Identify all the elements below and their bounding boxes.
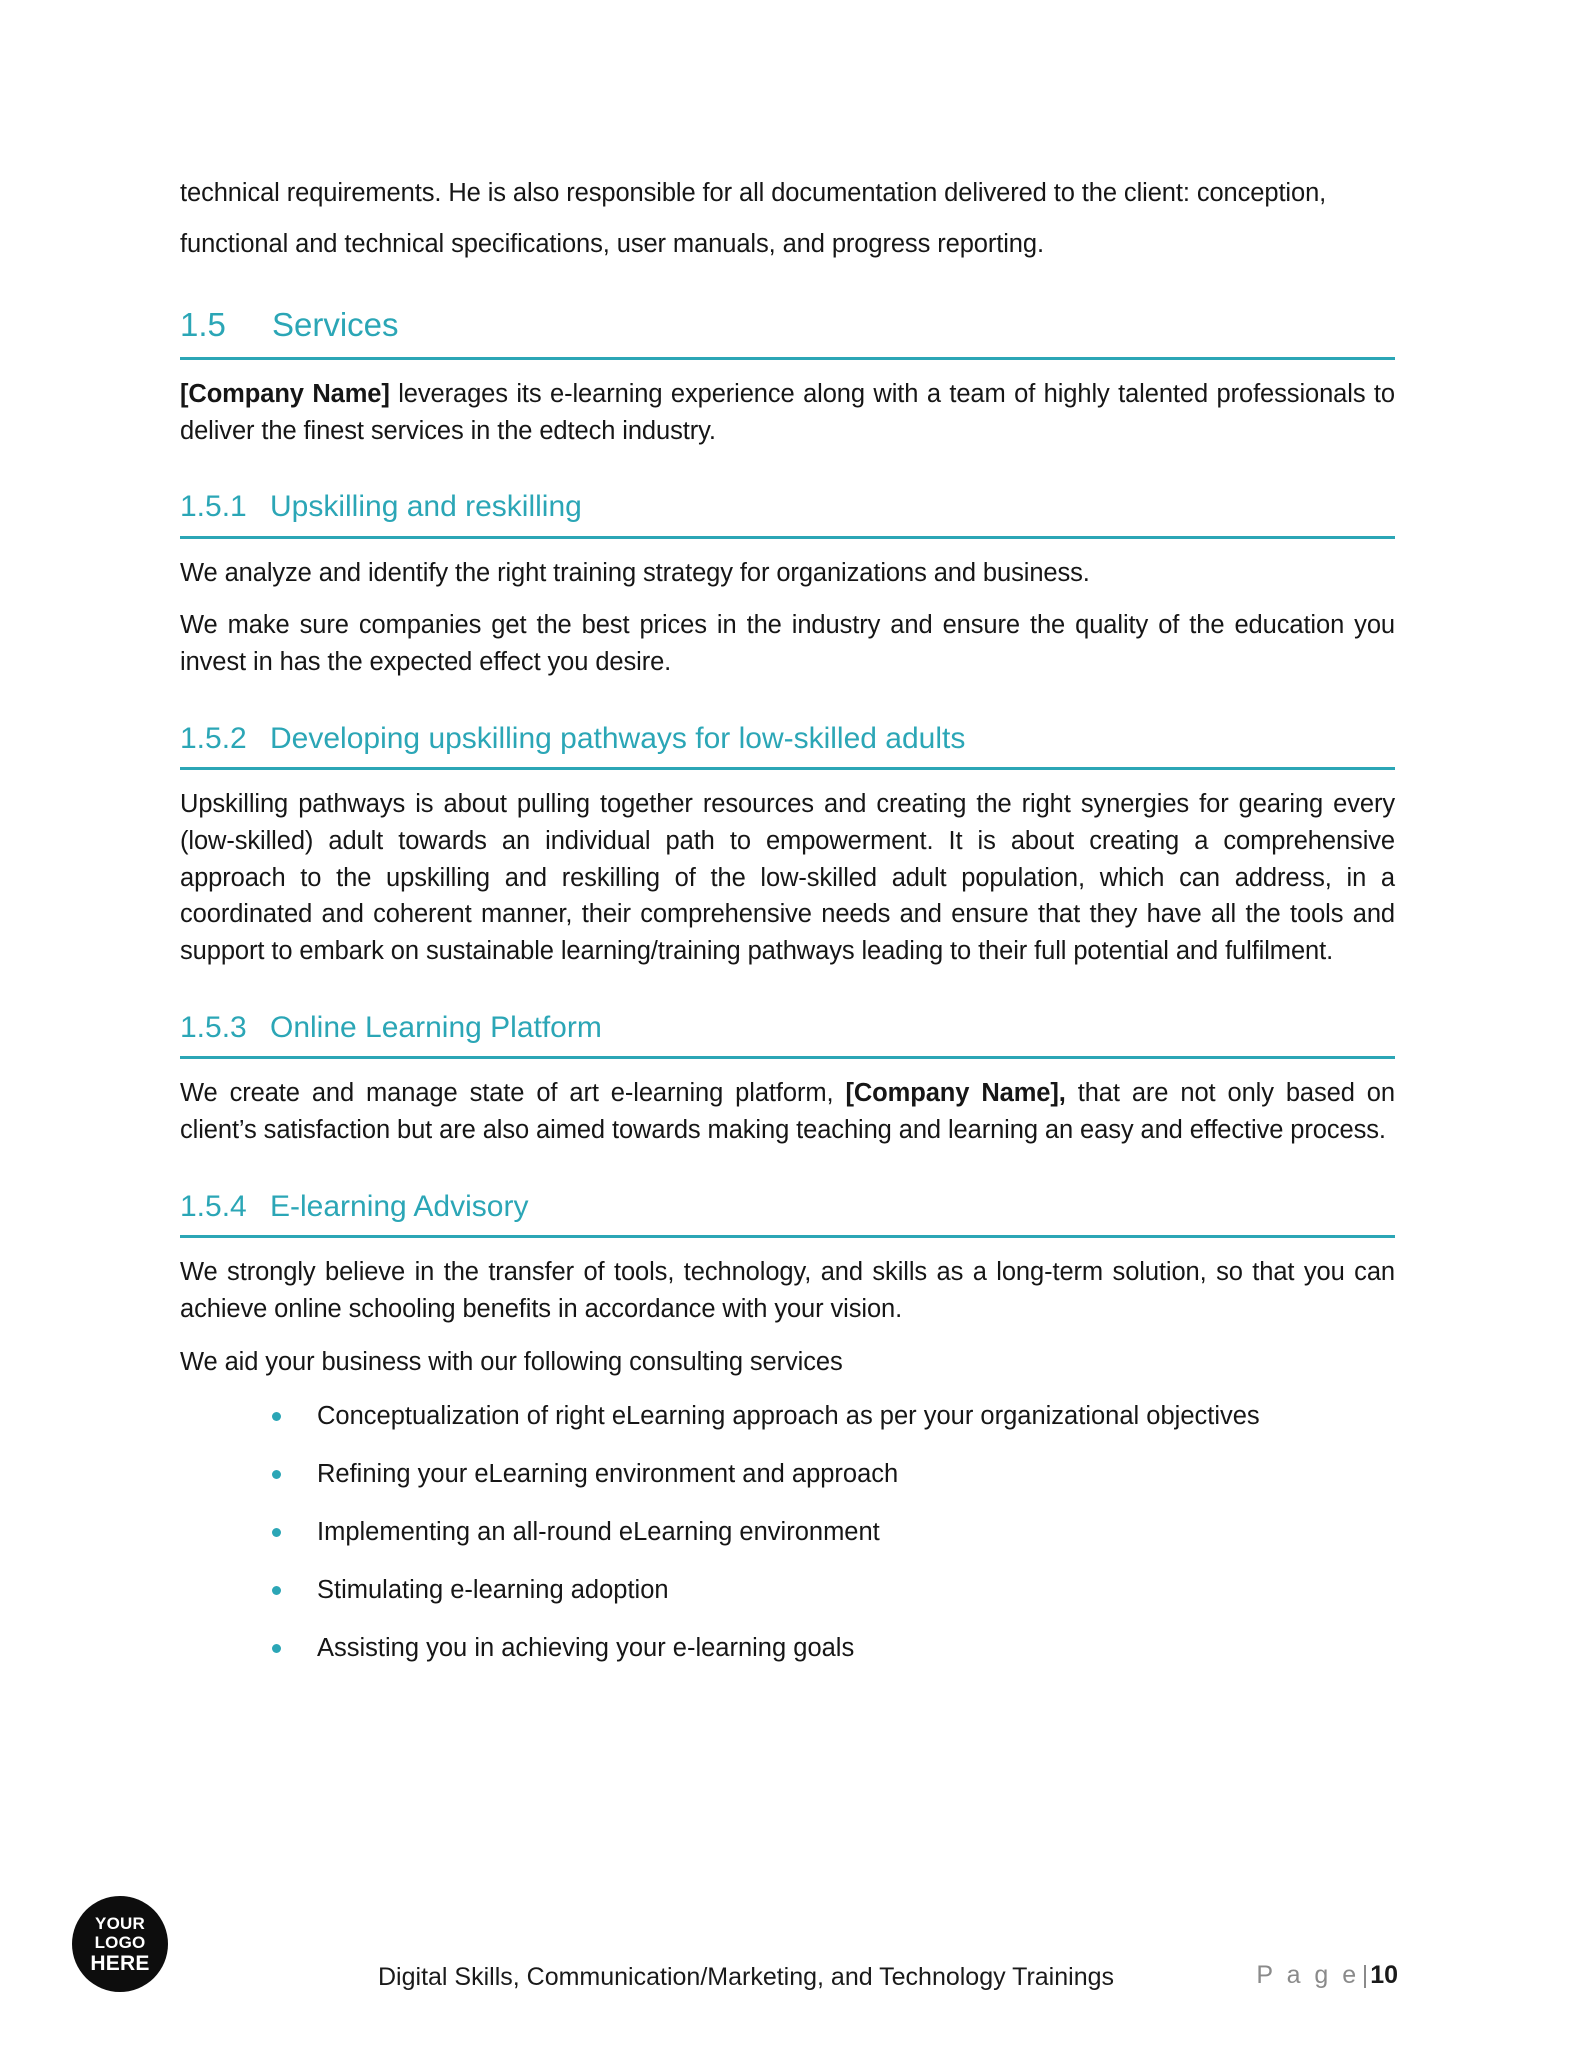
heading-1-5-1-title: Upskilling and reskilling [270, 490, 582, 524]
bullet-dot-icon [272, 1470, 281, 1479]
footer-page-value: 10 [1370, 1961, 1398, 1989]
page-footer [0, 1848, 1583, 2048]
platform-paragraph-post: that are not only based on client’s satisfaction but are also aimed towards making teaching and learning an easy and effective process. [180, 1079, 1395, 1145]
section-platform [180, 1010, 1395, 1059]
platform-paragraph-company: [Company Name], [845, 1079, 1066, 1108]
heading-1-5 [180, 306, 1395, 357]
heading-1-5-number: 1.5 [180, 306, 226, 343]
continued-paragraph: technical requirements. He is also responsible for all documentation delivered to the client: conception, functional and technical specifications, user manuals, and progress reporting. [180, 179, 1327, 258]
page-content [180, 168, 1395, 1688]
list-item [180, 1398, 1395, 1435]
spacer [180, 1328, 1395, 1344]
logo-line-2: LOGO [94, 1932, 146, 1952]
spacer [180, 360, 1395, 376]
heading-1-5-2-number: 1.5.2 [180, 721, 247, 755]
services-intro-paragraph [180, 376, 1395, 449]
bullet-dot-icon [272, 1528, 281, 1537]
list-item-label: Conceptualization of right eLearning approach as per your organizational objectives [317, 1402, 1260, 1431]
bullet-dot-icon [272, 1586, 281, 1595]
footer-page-number [1256, 1961, 1398, 1990]
logo-line-3: HERE [90, 1951, 150, 1975]
footer-page-separator: | [1361, 1961, 1369, 1989]
list-item [180, 1630, 1395, 1667]
heading-1-5-4-number: 1.5.4 [180, 1189, 247, 1223]
section-pathways [180, 721, 1395, 770]
list-item [180, 1456, 1395, 1493]
heading-1-5-4 [180, 1189, 1395, 1235]
heading-1-5-1-number: 1.5.1 [180, 490, 247, 524]
heading-1-5-1 [180, 489, 1395, 535]
bullet-dot-icon [272, 1644, 281, 1653]
upskilling-paragraph-2: We make sure companies get the best prices in the industry and ensure the quality of the education you invest in has the expected effect you desire. [180, 611, 1395, 677]
section-advisory [180, 1189, 1395, 1238]
list-item [180, 1572, 1395, 1609]
list-item-label: Implementing an all-round eLearning environment [317, 1518, 880, 1547]
list-item-label: Refining your eLearning environment and approach [317, 1460, 899, 1489]
section-services [180, 306, 1395, 360]
platform-paragraph [180, 1075, 1395, 1148]
heading-1-5-3-title: Online Learning Platform [270, 1010, 602, 1044]
upskilling-paragraph-1: We analyze and identify the right training strategy for organizations and business. [180, 558, 1090, 587]
footer-document-title: Digital Skills, Communication/Marketing, and Technology Trainings [378, 1963, 1114, 1991]
spacer [180, 1059, 1395, 1075]
heading-1-5-3 [180, 1010, 1395, 1056]
list-item-label: Stimulating e-learning adoption [317, 1576, 669, 1605]
pathways-paragraph: Upskilling pathways is about pulling together resources and creating the right synergies for gearing every (low-skilled) adult towards an individual path to empowerment. It is about creating a comprehensive approach to the upskilling and reskilling of the low-skilled adult population, which can address, in a coordinated and coherent manner, their comprehensive needs and ensure that they have all the tools and support to embark on sustainable learning/training pathways leading to their full potential and fulfilment. [180, 790, 1395, 966]
advisory-paragraph-1: We strongly believe in the transfer of tools, technology, and skills as a long-term solution, so that you can achieve online schooling benefits in accordance with your vision. [180, 1258, 1395, 1323]
heading-1-5-2-title: Developing upskilling pathways for low-skilled adults [270, 721, 966, 755]
advisory-services-list [180, 1398, 1395, 1667]
section-upskilling [180, 489, 1395, 538]
footer-page-label: P a g e [1256, 1961, 1360, 1989]
advisory-paragraph-2: We aid your business with our following consulting services [180, 1347, 843, 1376]
spacer [180, 591, 1395, 607]
spacer [180, 539, 1395, 555]
footer-row [0, 1960, 1583, 2000]
platform-paragraph-pre: We create and manage state of art e-learning platform, [180, 1079, 846, 1108]
heading-1-5-title: Services [272, 306, 399, 343]
bullet-dot-icon [272, 1412, 281, 1421]
heading-1-5-2 [180, 721, 1395, 767]
services-intro-rest: leverages its e-learning experience along with a team of highly talented professionals to deliver the finest services in the edtech industry. [180, 379, 1395, 445]
heading-1-5-4-title: E-learning Advisory [270, 1189, 529, 1223]
list-item [180, 1514, 1395, 1551]
spacer [180, 770, 1395, 786]
list-item-label: Assisting you in achieving your e-learning goals [317, 1634, 855, 1663]
spacer [180, 1238, 1395, 1254]
logo-line-1: YOUR [95, 1913, 145, 1933]
services-intro-company: [Company Name] [180, 379, 390, 408]
heading-1-5-3-number: 1.5.3 [180, 1010, 247, 1044]
